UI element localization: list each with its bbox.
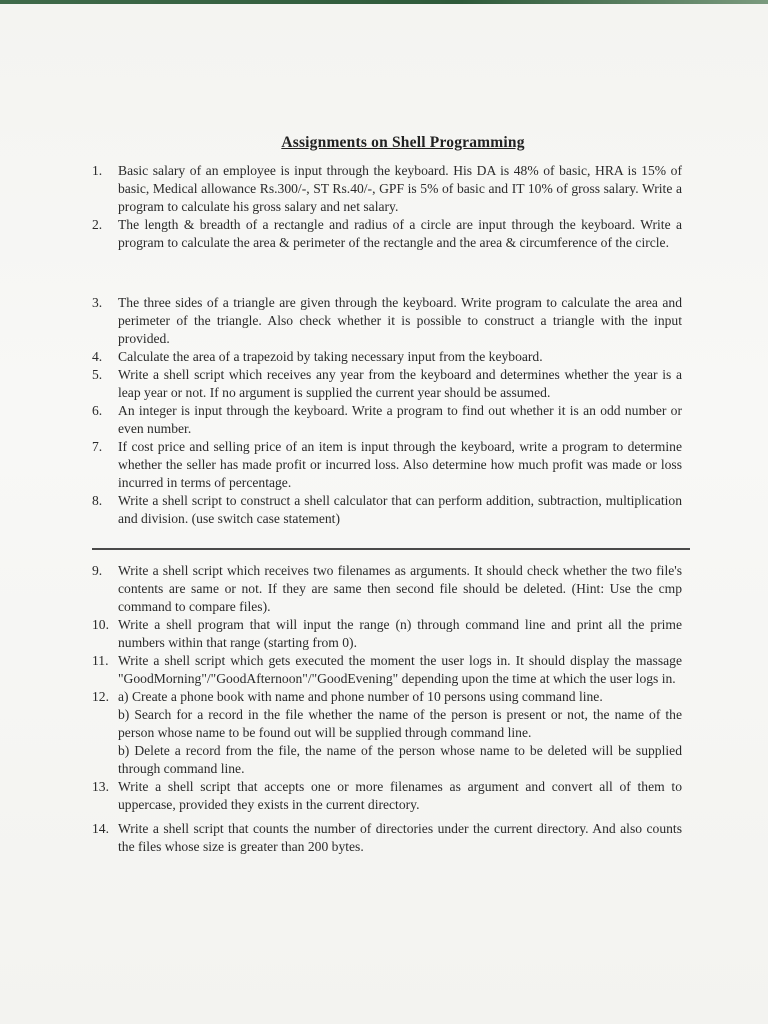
list-item bbox=[92, 492, 682, 528]
page-title: Assignments on Shell Programming bbox=[281, 134, 525, 151]
item-number: 1. bbox=[92, 163, 103, 178]
item-text: The three sides of a triangle are given through the keyboard. Write program to calculate the area and perimeter of the triangle. Also check whether it is possible to construct a triangle with the input provided. bbox=[118, 295, 682, 346]
item-text: Calculate the area of a trapezoid by taking necessary input from the keyboard. bbox=[118, 349, 543, 364]
item-text: a) Create a phone book with name and phone number of 10 persons using command line. bbox=[118, 689, 603, 704]
item-number: 9. bbox=[92, 563, 103, 578]
item-text: Write a shell script to construct a shell calculator that can perform addition, subtraction, multiplication and division. (use switch case statement) bbox=[118, 493, 682, 526]
assignment-list-block-b bbox=[92, 294, 682, 528]
item-subtext: b) Search for a record in the file whether the name of the person is present or not, the name of the person whose name to be found out will be supplied through command line. bbox=[118, 707, 682, 740]
item-text: Write a shell program that will input the range (n) through command line and print all the prime numbers within that range (starting from 0). bbox=[118, 617, 682, 650]
item-text: Write a shell script which gets executed the moment the user logs in. It should display the massage "GoodMorning"/"GoodAfternoon"/"GoodEvening" depending upon the time at which the user logs in. bbox=[118, 653, 682, 686]
section-divider bbox=[92, 548, 690, 550]
list-item bbox=[92, 162, 682, 216]
item-number: 13. bbox=[92, 779, 109, 794]
list-item bbox=[92, 562, 682, 616]
item-number: 3. bbox=[92, 295, 103, 310]
list-item bbox=[92, 294, 682, 348]
list-item bbox=[92, 616, 682, 652]
item-number: 6. bbox=[92, 403, 103, 418]
item-number: 12. bbox=[92, 689, 109, 704]
item-text: If cost price and selling price of an item is input through the keyboard, write a program to determine whether the seller has made profit or incurred loss. Also determine how much profit was made or loss incurred in terms of percentage. bbox=[118, 439, 682, 490]
assignment-list-block-a bbox=[92, 162, 682, 252]
list-item bbox=[92, 688, 682, 778]
list-item bbox=[92, 652, 682, 688]
item-number: 11. bbox=[92, 653, 109, 668]
item-number: 10. bbox=[92, 617, 109, 632]
item-text: Write a shell script which receives two filenames as arguments. It should check whether the two file's contents are same or not. If they are same then second file should be deleted. (Hint: Use the cmp command to compare files). bbox=[118, 563, 682, 614]
list-item bbox=[92, 438, 682, 492]
list-item bbox=[92, 402, 682, 438]
item-text: Write a shell script which receives any year from the keyboard and determines whether the year is a leap year or not. If no argument is supplied the current year should be assumed. bbox=[118, 367, 682, 400]
item-text: The length & breadth of a rectangle and radius of a circle are input through the keyboard. Write a program to calculate the area & perimeter of the rectangle and the area & circumference of the circle. bbox=[118, 217, 682, 250]
list-item bbox=[92, 348, 682, 366]
item-number: 2. bbox=[92, 217, 103, 232]
list-item bbox=[92, 778, 682, 814]
assignment-list-block-c bbox=[92, 562, 682, 856]
item-subtext: b) Delete a record from the file, the name of the person whose name to be deleted will be supplied through command line. bbox=[118, 743, 682, 776]
item-text: An integer is input through the keyboard. Write a program to find out whether it is an odd number or even number. bbox=[118, 403, 682, 436]
item-number: 4. bbox=[92, 349, 103, 364]
item-number: 5. bbox=[92, 367, 103, 382]
item-text: Basic salary of an employee is input through the keyboard. His DA is 48% of basic, HRA is 15% of basic, Medical allowance Rs.300/-, ST Rs.40/-, GPF is 5% of basic and IT 10% of gross salary. Write a program to calculate his gross salary and net salary. bbox=[118, 163, 682, 214]
item-number: 8. bbox=[92, 493, 103, 508]
list-item bbox=[92, 366, 682, 402]
list-item bbox=[92, 820, 682, 856]
item-number: 14. bbox=[92, 821, 109, 836]
item-text: Write a shell script that counts the number of directories under the current directory. And also counts the files whose size is greater than 200 bytes. bbox=[118, 821, 682, 854]
list-item bbox=[92, 216, 682, 252]
item-number: 7. bbox=[92, 439, 103, 454]
item-text: Write a shell script that accepts one or more filenames as argument and convert all of them to uppercase, provided they exists in the current directory. bbox=[118, 779, 682, 812]
